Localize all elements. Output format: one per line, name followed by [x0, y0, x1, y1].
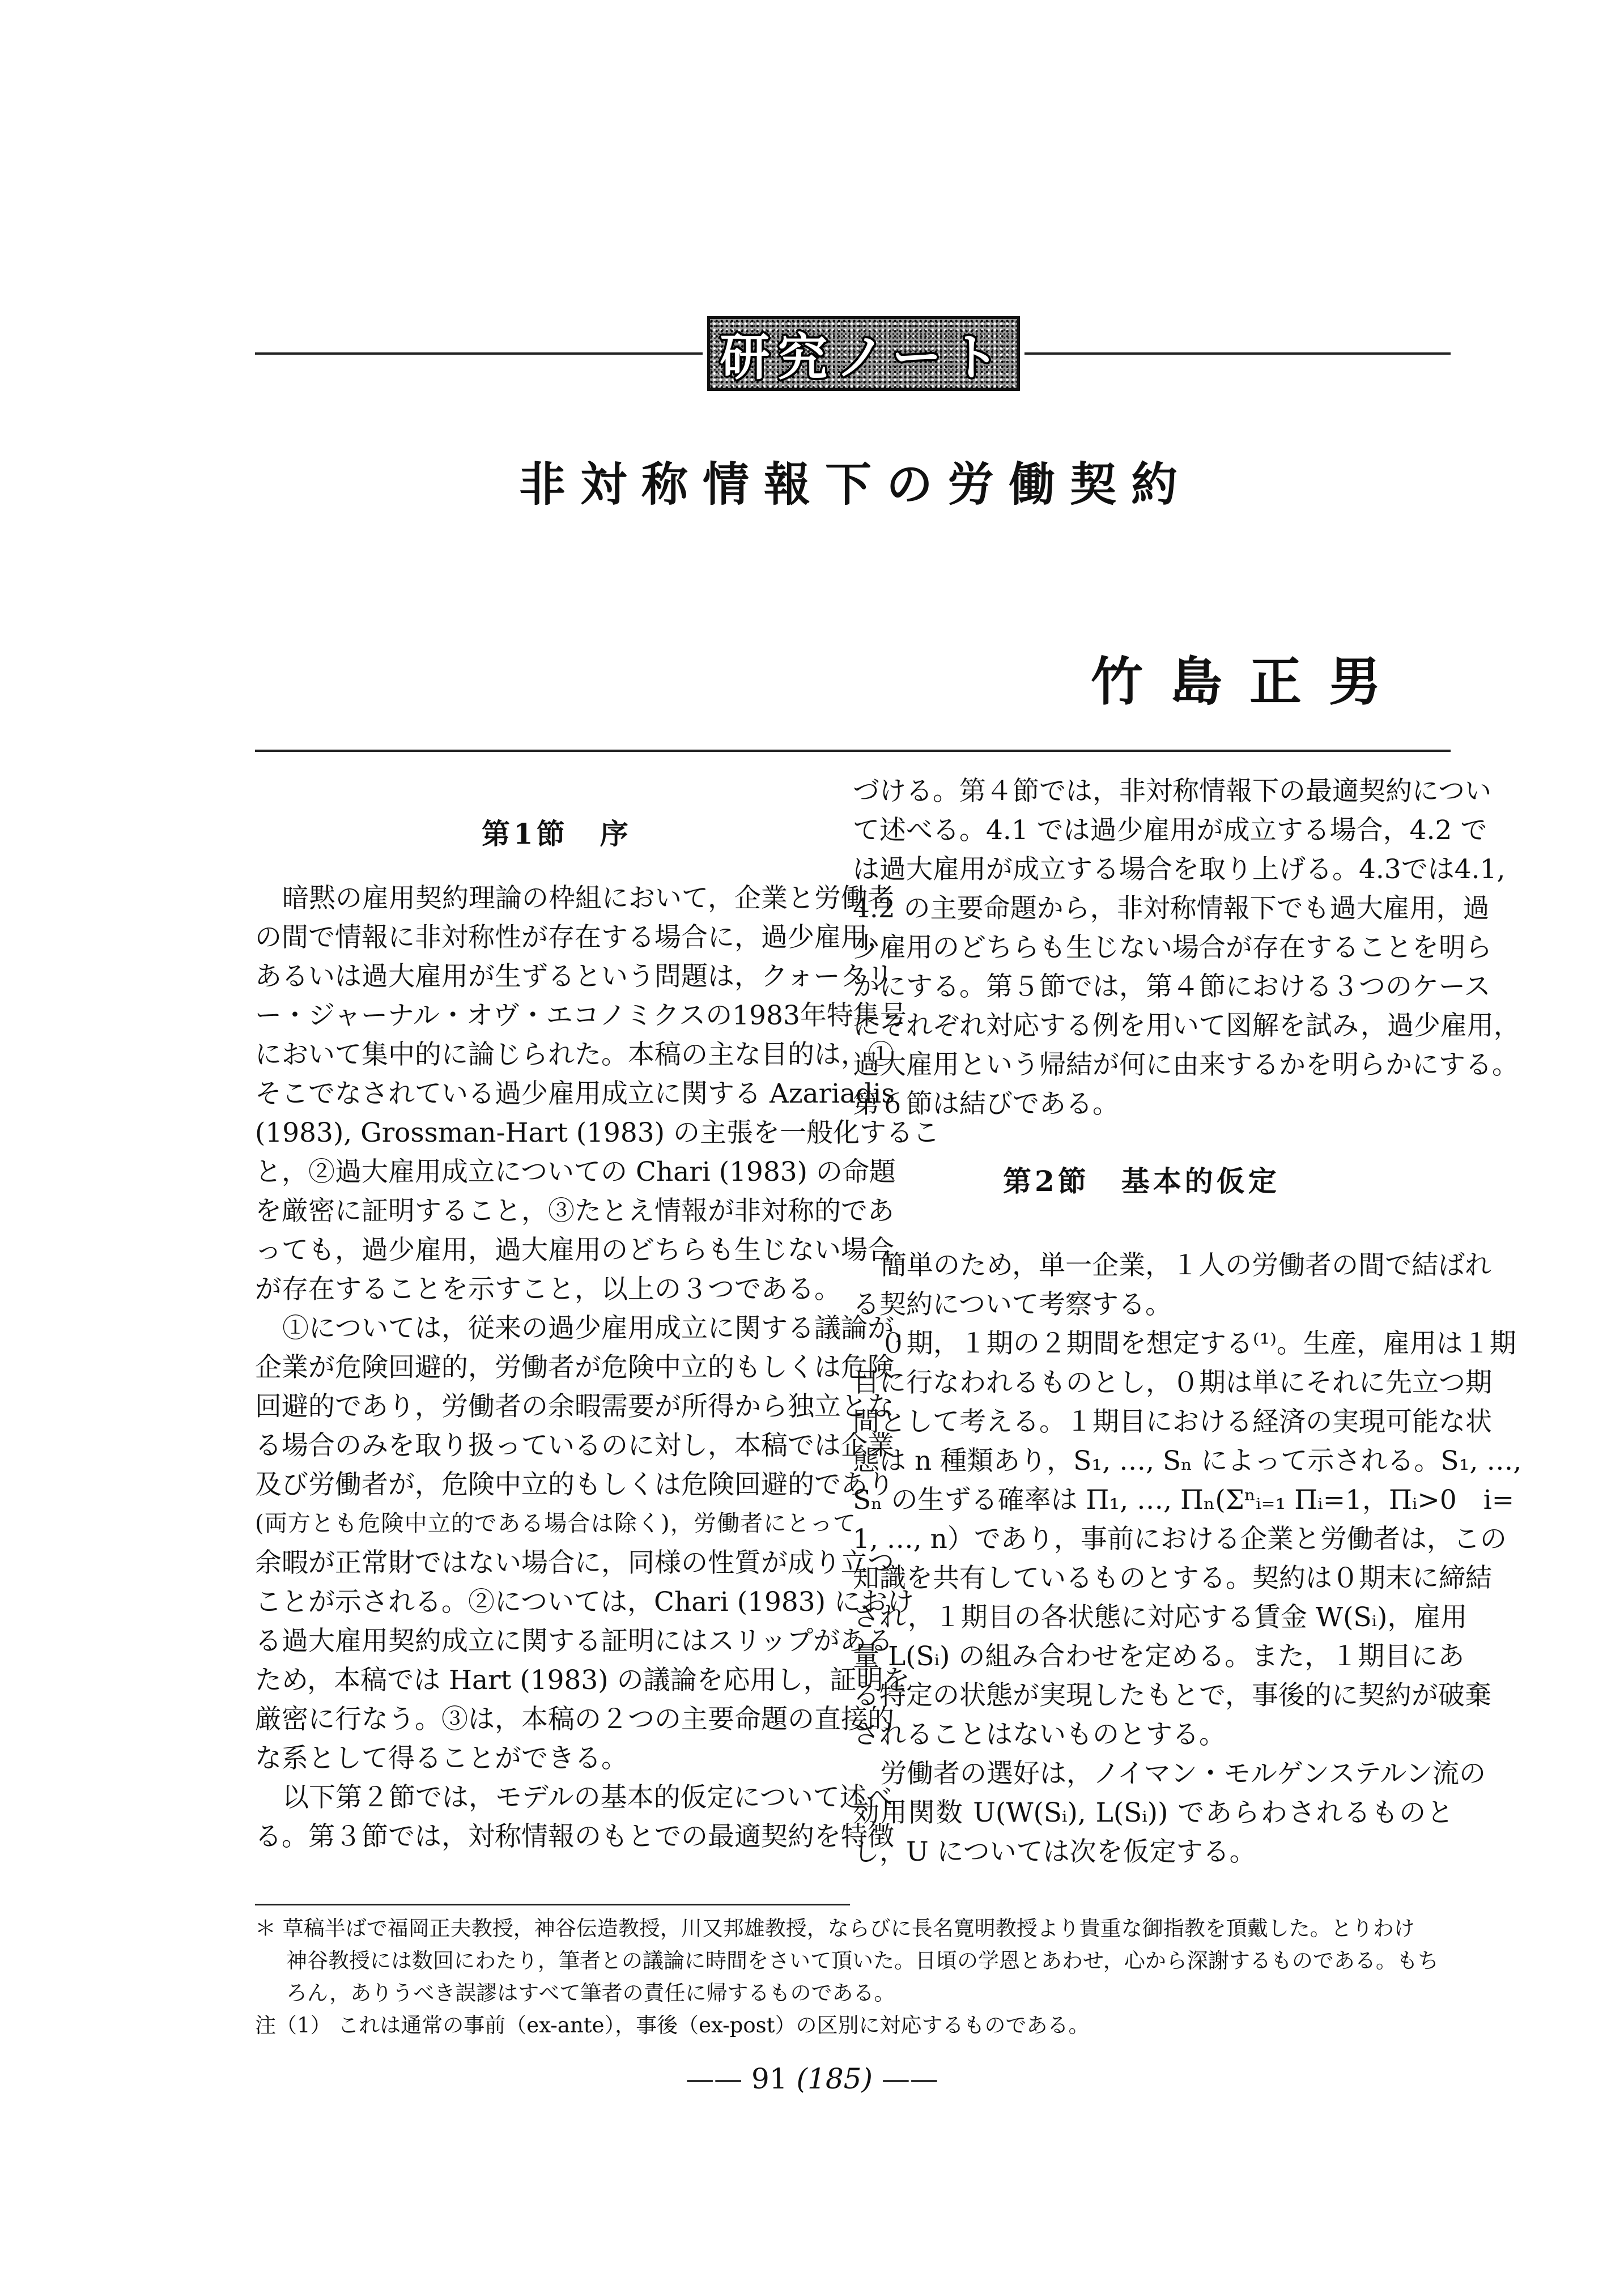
page-number-value: 91 [751, 2062, 788, 2095]
text-line: 労働者の選好は，ノイマン・モルゲンステルン流の [880, 1758, 1486, 1789]
text-line: 間として考える。１期目における経済の実現可能な状 [853, 1406, 1492, 1437]
text-line: を厳密に証明すること，③たとえ情報が非対称的であ [255, 1196, 894, 1227]
acknowledgement-line: 神谷教授には数回にわたり，筆者との議論に時間をさいて頂いた。日頃の学恩とあわせ，心から深謝するものである。もち [286, 1949, 1439, 1973]
text-line: 簡単のため，単一企業，１人の労働者の間で結ばれ [880, 1250, 1492, 1281]
text-line: ー・ジャーナル・オヴ・エコノミクスの1983年特集号 [255, 1000, 907, 1031]
text-line: ため，本稿では Hart (1983) の議論を応用し，証明を [255, 1665, 910, 1696]
text-line: 第６節は結びである。 [853, 1088, 1119, 1120]
text-line: 少雇用のどちらも生じない場合が存在することを明ら [853, 932, 1492, 963]
author-name: 竹島正男 [1091, 651, 1409, 712]
note-1: 注（1） これは通常の事前（ex-ante），事後（ex-post）の区別に対応するものである。 [255, 2013, 1090, 2037]
text-line: な系として得ることができる。 [255, 1743, 628, 1774]
text-line: る契約について考察する。 [853, 1289, 1172, 1320]
text-line: 量 L(Sᵢ) の組み合わせを定める。また，１期目にあ [853, 1641, 1465, 1672]
text-line: 目に行なわれるものとし，０期は単にそれに先立つ期 [853, 1367, 1492, 1398]
page-number [0, 2062, 1624, 2095]
text-line: 企業が危険回避的，労働者が危険中立的もしくは危険 [255, 1352, 894, 1383]
text-line: 1, …, n）であり，事前における企業と労働者は，この [853, 1524, 1507, 1555]
page-dash-right: —— [881, 2062, 938, 2095]
page-dash-left: —— [686, 2062, 743, 2095]
text-line: 効用関数 U(W(Sᵢ), L(Sᵢ)) であらわされるものと [853, 1797, 1453, 1828]
section1-heading: 第1節 序 [482, 817, 632, 850]
banner-rule-left [255, 352, 703, 355]
text-line: は過大雇用が成立する場合を取り上げる。4.3では4.1, [853, 854, 1506, 885]
right-column-continued [853, 772, 1520, 1124]
text-line: Sₙ の生ずる確率は Π₁, …, Πₙ(Σⁿᵢ₌₁ Πᵢ=1，Πᵢ>0 i= [853, 1484, 1515, 1516]
left-column [255, 879, 939, 1856]
banner-label: 研究ノート [720, 328, 1007, 386]
footnote-rule [255, 1904, 850, 1905]
text-line: 知識を共有しているものとする。契約は０期末に締結 [853, 1563, 1492, 1594]
text-line: づける。第４節では，非対称情報下の最適契約につい [853, 776, 1492, 807]
research-note-banner [707, 316, 1020, 391]
text-line: が存在することを示すこと，以上の３つである。 [255, 1274, 841, 1305]
banner-rule-right [1024, 352, 1451, 355]
section2-heading: 第2節 基本的仮定 [1003, 1164, 1280, 1198]
footnotes [255, 1912, 1445, 2041]
text-line: 4.2 の主要命題から，非対称情報下でも過大雇用，過 [853, 893, 1490, 924]
section2-body [853, 1246, 1522, 1871]
text-line: て述べる。4.1 では過少雇用が成立する場合，4.2 で [853, 815, 1487, 846]
text-line: 暗黙の雇用契約理論の枠組において，企業と労働者 [282, 883, 895, 914]
text-line: (1983), Grossman-Hart (1983) の主張を一般化するこ [255, 1117, 939, 1148]
text-line: あるいは過大雇用が生ずるという問題は，クォータリ [255, 961, 894, 992]
text-line: 回避的であり，労働者の余暇需要が所得から独立とな [255, 1391, 894, 1422]
text-line: し，U については次を仮定する。 [853, 1836, 1256, 1867]
text-line: る場合のみを取り扱っているのに対し，本稿では企業 [255, 1430, 894, 1461]
text-line: されることはないものとする。 [853, 1719, 1226, 1750]
acknowledgement-line: ろん，ありうべき誤謬はすべて筆者の責任に帰するものである。 [286, 1981, 895, 2005]
text-line: 態は n 種類あり，S₁, …, Sₙ によって示される。S₁, …, [853, 1445, 1522, 1477]
text-line: ことが示される。②については，Chari (1983) におけ [255, 1586, 914, 1618]
text-line: 厳密に行なう。③は，本稿の２つの主要命題の直接的 [255, 1704, 894, 1735]
text-line: る特定の状態が実現したもとで，事後的に契約が破棄 [853, 1680, 1492, 1711]
paper-title: 非対称情報下の労働契約 [518, 457, 1192, 512]
text-line: (両方とも危険中立的である場合は除く)，労働者にとって [255, 1511, 856, 1537]
text-line: る過大雇用契約成立に関する証明にはスリップがある [255, 1626, 894, 1657]
text-line: において集中的に論じられた。本稿の主な目的は，① [255, 1039, 894, 1070]
text-line: る。第３節では，対称情報のもとでの最適契約を特徴 [255, 1821, 894, 1852]
page-number-original: (185) [796, 2062, 873, 2095]
acknowledgement-line: ＊ 草稿半ばで福岡正夫教授，神谷伝造教授，川又邦雄教授，ならびに長名寛明教授より貴重な御指教を頂戴した。とりわけ [255, 1916, 1415, 1941]
text-line: かにする。第５節では，第４節における３つのケース [853, 971, 1491, 1002]
text-line: そこでなされている過少雇用成立に関する Azariadis [255, 1078, 895, 1109]
text-line: 及び労働者が，危険中立的もしくは危険回避的であり [255, 1469, 894, 1500]
text-line: ①については，従来の過少雇用成立に関する議論が， [282, 1313, 921, 1344]
text-line: にそれぞれ対応する例を用いて図解を試み，過少雇用， [853, 1010, 1520, 1041]
text-line: され，１期目の各状態に対応する賃金 W(Sᵢ)，雇用 [853, 1602, 1468, 1633]
text-line: 以下第２節では，モデルの基本的仮定について述べ [282, 1782, 893, 1813]
text-line: 余暇が正常財ではない場合に，同様の性質が成り立つ [255, 1547, 894, 1579]
text-line: と，②過大雇用成立についての Chari (1983) の命題 [255, 1156, 896, 1188]
header-divider [255, 750, 1451, 752]
text-line: っても，過少雇用，過大雇用のどちらも生じない場合 [255, 1235, 894, 1266]
text-line: の間で情報に非対称性が存在する場合に，過少雇用， [255, 922, 894, 953]
text-line: ０期，１期の２期間を想定する⁽¹⁾。生産，雇用は１期 [880, 1328, 1516, 1359]
text-line: 過大雇用という帰結が何に由来するかを明らかにする。 [853, 1049, 1519, 1080]
